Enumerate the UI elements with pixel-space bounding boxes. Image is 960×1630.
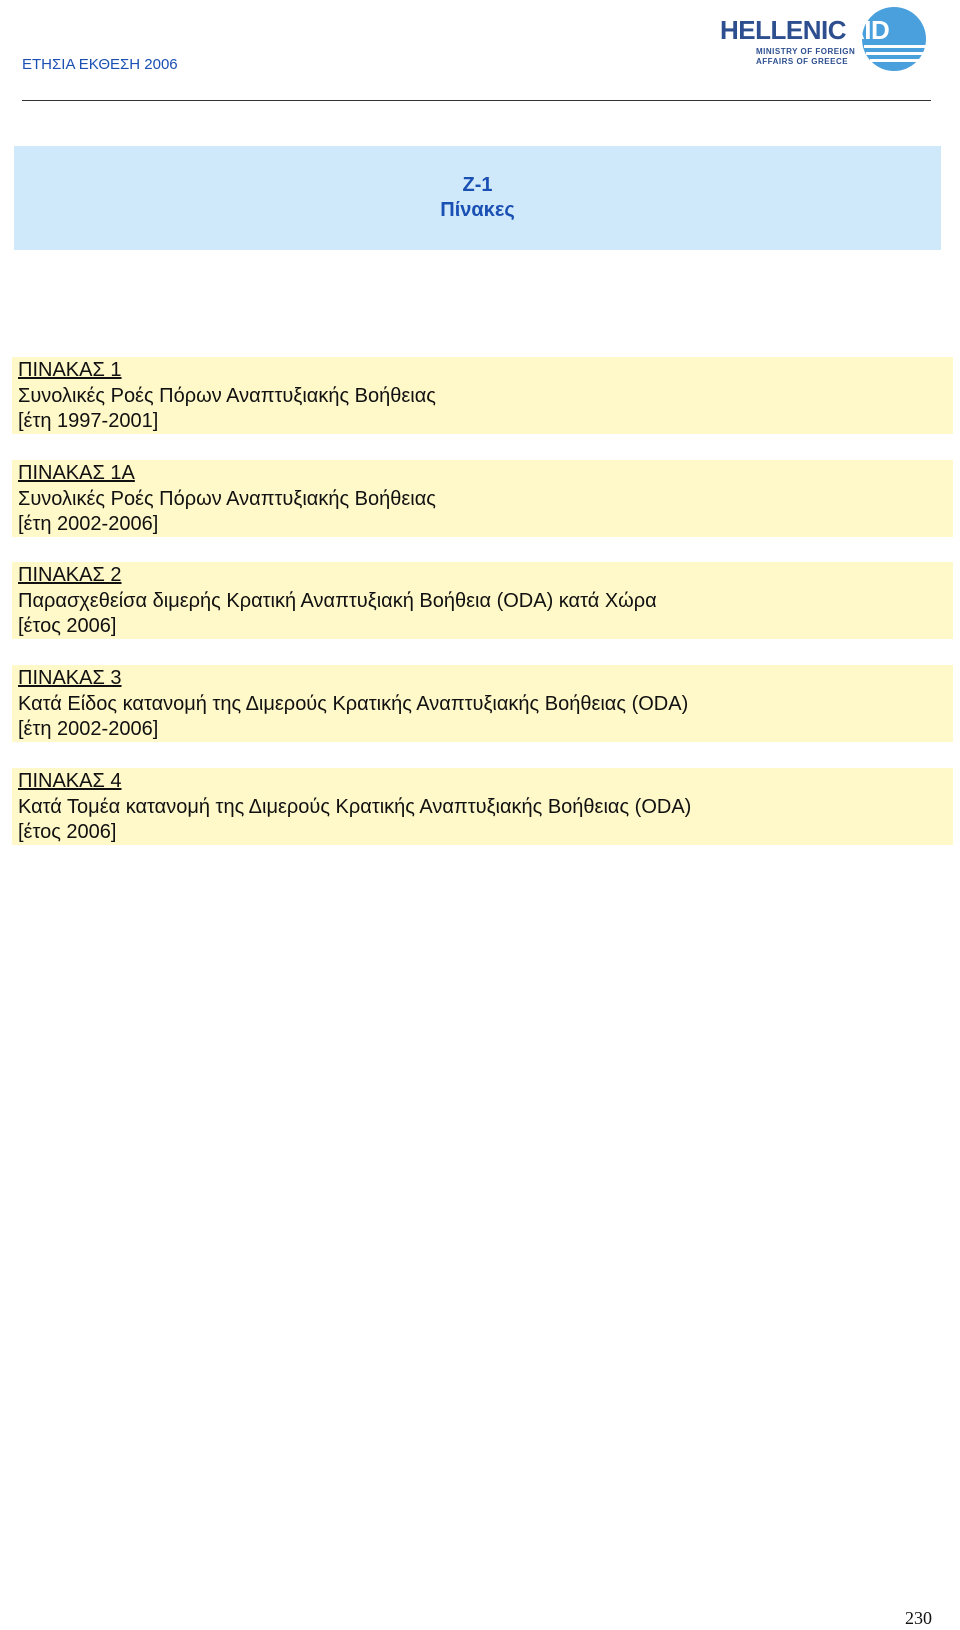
report-title: ΕΤΗΣΙΑ ΕΚΘΕΣΗ 2006 — [22, 56, 178, 73]
entry-heading: ΠΙΝΑΚΑΣ 1Α — [18, 462, 135, 484]
section-name: Πίνακες — [440, 199, 515, 221]
entry-heading: ΠΙΝΑΚΑΣ 1 — [18, 359, 122, 381]
entry-description: Συνολικές Ροές Πόρων Αναπτυξιακής Βοήθειας — [18, 384, 436, 407]
table-entry-3 — [12, 665, 953, 742]
section-code: Ζ-1 — [462, 174, 493, 196]
header-rule — [22, 100, 931, 101]
entry-period: [έτη 1997-2001] — [18, 410, 159, 432]
entry-description: Συνολικές Ροές Πόρων Αναπτυξιακής Βοήθειας — [18, 487, 436, 510]
logo-wordmark: HELLENICAID — [720, 15, 890, 45]
table-entry-2 — [12, 562, 953, 639]
entry-heading: ΠΙΝΑΚΑΣ 4 — [18, 770, 122, 792]
section-banner — [14, 146, 941, 250]
entry-period: [έτος 2006] — [18, 821, 117, 843]
logo-line1: MINISTRY OF FOREIGN — [756, 47, 856, 56]
page-number: 230 — [905, 1608, 932, 1628]
entry-description: Κατά Είδος κατανομή της Διμερούς Κρατικής Αναπτυξιακής Βοήθειας (ODA) — [18, 692, 689, 715]
entry-period: [έτη 2002-2006] — [18, 513, 159, 535]
entry-heading: ΠΙΝΑΚΑΣ 3 — [18, 667, 122, 689]
table-entry-1a — [12, 460, 953, 537]
table-entry-1 — [12, 357, 953, 434]
entry-description: Κατά Τομέα κατανομή της Διμερούς Κρατικής Αναπτυξιακής Βοήθειας (ODA) — [18, 795, 692, 818]
entry-heading: ΠΙΝΑΚΑΣ 2 — [18, 564, 122, 586]
hellenicaid-logo — [720, 5, 932, 75]
table-entry-4 — [12, 768, 953, 845]
entry-description: Παρασχεθείσα διμερής Κρατική Αναπτυξιακή Βοήθεια (ODA) κατά Χώρα — [18, 589, 657, 612]
logo-line2: AFFAIRS OF GREECE — [756, 57, 849, 66]
entry-period: [έτος 2006] — [18, 615, 117, 637]
entry-period: [έτη 2002-2006] — [18, 718, 159, 740]
